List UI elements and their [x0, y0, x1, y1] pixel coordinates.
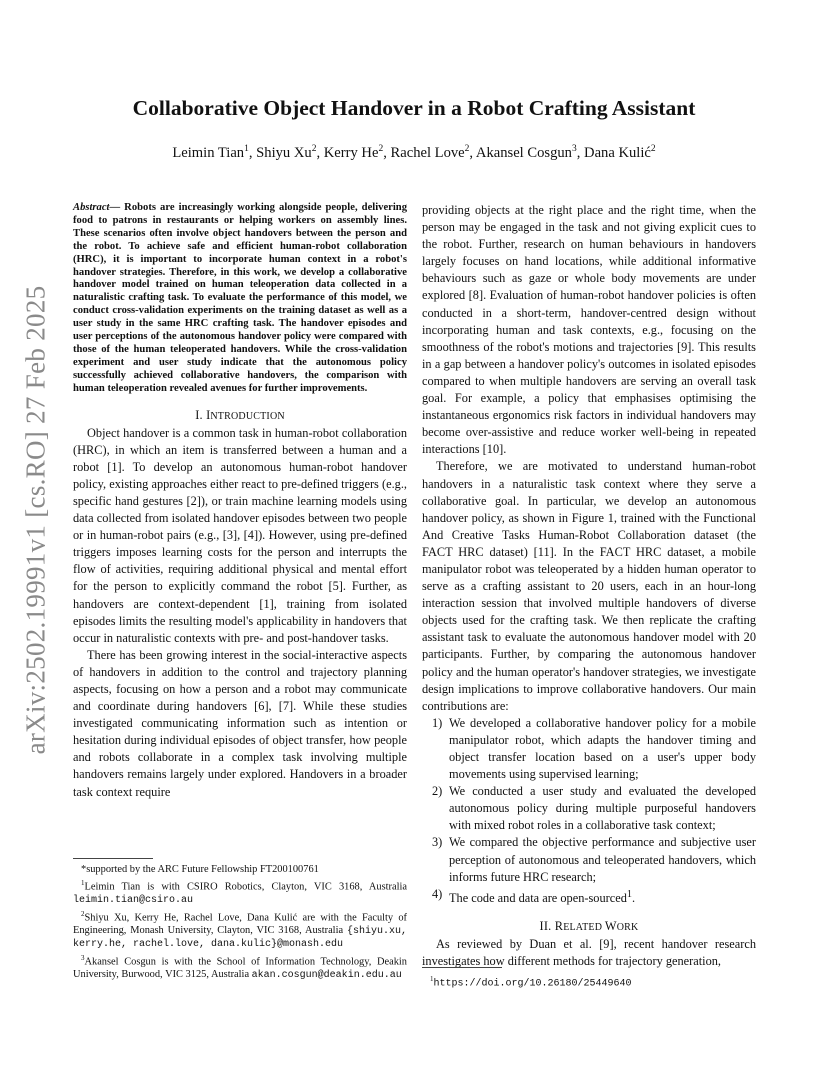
contribution-list — [422, 715, 756, 907]
footnote-code-link: $^1$https://doi.org/10.26180/25449640 — [430, 975, 632, 990]
list-item: 1) We developed a collaborative handover policy for a mobile manipulator robot, which adapts the handover timing and object transfer location based on a user's upper body movements using supervised learning; — [432, 715, 756, 782]
list-item: 4) The code and data are open-sourced$^1$. — [432, 886, 636, 905]
footnote-rule — [422, 967, 502, 968]
doi-link[interactable]: https://doi.org/10.26180/25449640 — [433, 978, 632, 990]
footnote-affiliation-2: $^2$Shiyu Xu, Kerry He, Rachel Love, Dana Kulić are with the Faculty of Engineering, Monash University, Clayton, VIC 3168, Australia {shiyu.xu, kerry.he, rachel.love, dana.kulic}@monash.edu — [73, 910, 407, 950]
author: Leimin Tian$^1$, — [172, 144, 257, 161]
intro-paragraph-1: Object handover is a common task in human-robot collaboration (HRC), in which an item is transferred between a human and a robot [1]. To develop an autonomous human-robot handover policy, existing approaches either react to pre-defined triggers (e.g., specific hand gestures [2]), or train machine learning models using data collected from isolated handover episodes between two people or in human-robot pairs (e.g., [3], [4]). However, using pre-defined triggers imposes learning costs for the person and interrupts the flow of activities, requiring additional physical and mental effort for the person to explicitly command the robot [5]. Further, as handovers are context-dependent [1], training from isolated episodes limits the resulting model's applicability in handovers that occur in naturalistic contexts with pre- and post-handover tasks. — [73, 425, 407, 645]
footnote-rule — [73, 858, 153, 859]
intro-paragraph-3: providing objects at the right place and the right time, when the person may be engaged in the task and not giving explicit cues to the robot. Further, research on human behaviours in handovers largely focuses on hand locations, while additional informative behaviours such as gaze or whole body movements are under explored [8]. Evaluation of human-robot handover policies is often conducted in a short-term, handover-centred design without incorporating human and task contexts, e.g., focusing on the smoothness of the robot's motions and trajectories [9]. This results in a gap between a handover policy's outcomes in isolated episodes compared to when multiple handovers are serving an overall task goal. For example, a policy that emphasises optimising the instantaneous ergonomics risk factors in individual handovers may become over-assistive and reduce worker well-being in repeated interactions [10]. — [422, 203, 756, 457]
section-heading-introduction: I. INTRODUCTION — [195, 407, 285, 422]
footnote-affiliation-1: $^1$Leimin Tian is with CSIRO Robotics, Clayton, VIC 3168, Australia leimin.tian@csiro.au — [73, 879, 407, 906]
left-column — [73, 202, 407, 801]
related-work-paragraph-1: As reviewed by Duan et al. [9], recent handover research investigates how different methods for trajectory generation, — [422, 936, 756, 969]
right-column — [422, 202, 756, 970]
author: Dana Kulić$^2$ — [584, 144, 656, 161]
author: Kerry He$^2$, — [323, 144, 391, 161]
email: {shiyu.xu, kerry.he, rachel.love, dana.kulic}@monash.edu — [73, 925, 407, 950]
abstract-label: Abstract — [73, 202, 110, 213]
footnote-affiliation-3: $^3$Akansel Cosgun is with the School of Information Technology, Deakin University, Burwood, VIC 3125, Australia akan.cosgun@deakin.edu.au — [73, 954, 407, 981]
arxiv-identifier: arXiv:2502.19991v1 [cs.RO] 27 Feb 2025 — [20, 285, 51, 755]
footnote-funding: *supported by the ARC Future Fellowship FT200100761 — [81, 864, 319, 875]
list-item: 2) We conducted a user study and evaluated the developed autonomous policy during multiple purposeful handovers with mixed robot roles in a collaborative task context; — [432, 784, 756, 833]
author: Rachel Love$^2$, — [390, 144, 476, 161]
author: Akansel Cosgun$^3$, — [475, 144, 585, 161]
author-list — [0, 144, 828, 162]
footnotes — [73, 864, 407, 983]
section-heading-related-work: II. RELATED WORK — [539, 918, 639, 933]
intro-paragraph-4: Therefore, we are motivated to understand human-robot handovers in a naturalistic task context where they serve a collaborative goal. In particular, we develop an autonomous handover policy, as shown in Figure 1, trained with the Functional And Creative Tasks Human-Robot Collaboration dataset (the FACT HRC dataset) [11]. In the FACT HRC dataset, a mobile manipulator robot was teleoperated by a hidden human operator to serve as a crafting assistant to 20 users, each in an hour-long interaction session that involved multiple handovers of diverse objects used for the crafting task. We then replicate the crafting assistant task to evaluate the autonomous handover model with 20 participants. Further, by comparing the autonomous handover policy and the human operator's handover strategies, we investigate design implications to improve collaborative handovers. Our main contributions are: — [422, 459, 756, 713]
intro-paragraph-2: There has been growing interest in the social-interactive aspects of handovers in addition to the control and trajectory planning aspects, focusing on how a person and a robot may communicate and coordinate during handovers [6], [7]. While these studies investigated communicating information such as intention or hesitation during individual episodes of object transfer, how people and robots collaborate in a complex task involving multiple handovers remains largely under explored. Handovers in a broader task context require — [73, 647, 407, 799]
arxiv-sidebar-stamp — [14, 240, 58, 800]
author: Shiyu Xu$^2$, — [256, 144, 324, 161]
abstract — [73, 202, 407, 396]
footnote-marker: 1 — [626, 888, 633, 900]
abstract-text: — Robots are increasingly working alongside people, delivering food to patrons in restaurants or helping workers on assembly lines. These scenarios often involve object handovers between the person and the robot. To achieve safe and efficient human-robot collaboration (HRC), it is important to incorporate human context in a robot's handover strategies. Therefore, in this work, we develop a collaborative handover model trained on human teleoperation data collected in a naturalistic crafting task. To evaluate the performance of this model, we conduct cross-validation experiments on the training dataset as well as a user study in the same HRC crafting task. The handover episodes and user perceptions of the autonomous handover policy were compared with those of the human teleoperated handovers. While the cross-validation experiment and user study indicate that the autonomous policy successfully achieved collaborative handovers, the comparison with human teleoperation revealed avenues for further improvements. — [73, 202, 407, 394]
paper-title: Collaborative Object Handover in a Robot Crafting Assistant — [132, 96, 696, 120]
list-item: 3) We compared the objective performance and subjective user perception of autonomous and teleoperated handovers, which informs future HRC research; — [432, 835, 756, 884]
email: akan.cosgun@deakin.edu.au — [251, 969, 402, 981]
email: leimin.tian@csiro.au — [73, 894, 194, 906]
